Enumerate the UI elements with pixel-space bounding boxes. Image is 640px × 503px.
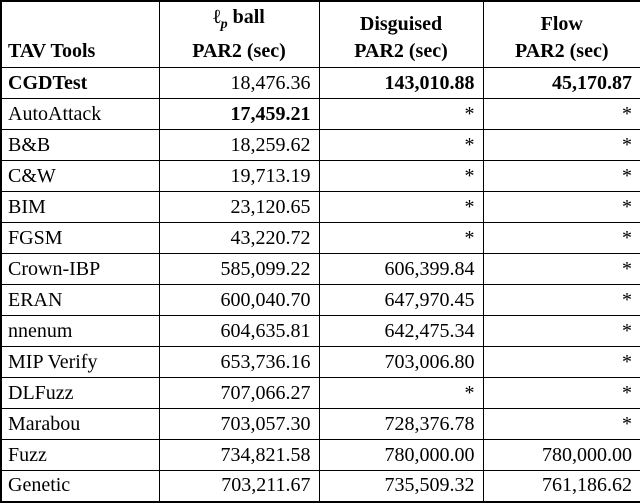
disguised-label: Disguised: [359, 13, 443, 35]
header-flow: [483, 1, 640, 68]
value-cell: 780,000.00: [319, 440, 483, 471]
value-cell: 143,010.88: [319, 68, 483, 99]
tool-name-cell: CGDTest: [1, 68, 159, 99]
table-row: [1, 285, 640, 316]
lp-ball-label: [168, 4, 311, 38]
table-row: [1, 192, 640, 223]
header-tav-tools: [1, 1, 159, 68]
tool-name-cell: DLFuzz: [1, 378, 159, 409]
value-cell: 734,821.58: [159, 440, 319, 471]
table-row: [1, 161, 640, 192]
value-cell: 18,476.36: [159, 68, 319, 99]
value-cell: *: [319, 378, 483, 409]
value-cell: *: [483, 99, 640, 130]
header-lp-ball: [159, 1, 319, 68]
value-cell: 43,220.72: [159, 223, 319, 254]
tool-name-cell: AutoAttack: [1, 99, 159, 130]
table-row: [1, 347, 640, 378]
value-cell: 728,376.78: [319, 409, 483, 440]
table-row: [1, 409, 640, 440]
tool-name-cell: Genetic: [1, 471, 159, 502]
header-disguised: [319, 1, 483, 68]
value-cell: 707,066.27: [159, 378, 319, 409]
ell-symbol: ℓ: [213, 6, 221, 28]
value-cell: *: [483, 378, 640, 409]
tool-name-cell: Fuzz: [1, 440, 159, 471]
table-row: [1, 130, 640, 161]
ball-label: ball: [232, 6, 265, 28]
tool-name-cell: Crown-IBP: [1, 254, 159, 285]
value-cell: 19,713.19: [159, 161, 319, 192]
tav-tools-label: TAV Tools: [8, 40, 96, 62]
value-cell: *: [483, 254, 640, 285]
value-cell: 17,459.21: [159, 99, 319, 130]
tool-name-cell: BIM: [1, 192, 159, 223]
tool-name-cell: FGSM: [1, 223, 159, 254]
value-cell: *: [483, 192, 640, 223]
tool-name-cell: C&W: [1, 161, 159, 192]
value-cell: 45,170.87: [483, 68, 640, 99]
tool-name-cell: B&B: [1, 130, 159, 161]
flow-label: Flow: [540, 13, 583, 35]
value-cell: 18,259.62: [159, 130, 319, 161]
value-cell: 23,120.65: [159, 192, 319, 223]
value-cell: 703,211.67: [159, 471, 319, 502]
tool-name-cell: nnenum: [1, 316, 159, 347]
value-cell: *: [483, 223, 640, 254]
par2-label-1: PAR2 (sec): [192, 40, 286, 62]
table-row: [1, 223, 640, 254]
value-cell: *: [319, 223, 483, 254]
table-row: [1, 68, 640, 99]
tool-name-cell: MIP Verify: [1, 347, 159, 378]
value-cell: *: [319, 161, 483, 192]
tool-name-cell: ERAN: [1, 285, 159, 316]
value-cell: 600,040.70: [159, 285, 319, 316]
table-body: [1, 68, 640, 502]
value-cell: 703,006.80: [319, 347, 483, 378]
tool-name-cell: Marabou: [1, 409, 159, 440]
value-cell: *: [483, 285, 640, 316]
table-row: [1, 316, 640, 347]
value-cell: 703,057.30: [159, 409, 319, 440]
value-cell: 653,736.16: [159, 347, 319, 378]
table-row: [1, 99, 640, 130]
value-cell: 647,970.45: [319, 285, 483, 316]
value-cell: 735,509.32: [319, 471, 483, 502]
header-row: [1, 1, 640, 68]
value-cell: *: [319, 99, 483, 130]
par2-label-2: PAR2 (sec): [354, 40, 448, 62]
par2-label-3: PAR2 (sec): [515, 40, 609, 62]
value-cell: 761,186.62: [483, 471, 640, 502]
value-cell: *: [319, 130, 483, 161]
value-cell: *: [483, 347, 640, 378]
value-cell: *: [483, 161, 640, 192]
value-cell: *: [483, 130, 640, 161]
value-cell: 585,099.22: [159, 254, 319, 285]
value-cell: 780,000.00: [483, 440, 640, 471]
value-cell: *: [483, 316, 640, 347]
value-cell: 604,635.81: [159, 316, 319, 347]
table-row: [1, 378, 640, 409]
value-cell: 606,399.84: [319, 254, 483, 285]
table-row: [1, 440, 640, 471]
value-cell: 642,475.34: [319, 316, 483, 347]
value-cell: *: [483, 409, 640, 440]
value-cell: *: [319, 192, 483, 223]
table-row: [1, 254, 640, 285]
ell-subscript: p: [220, 17, 228, 32]
